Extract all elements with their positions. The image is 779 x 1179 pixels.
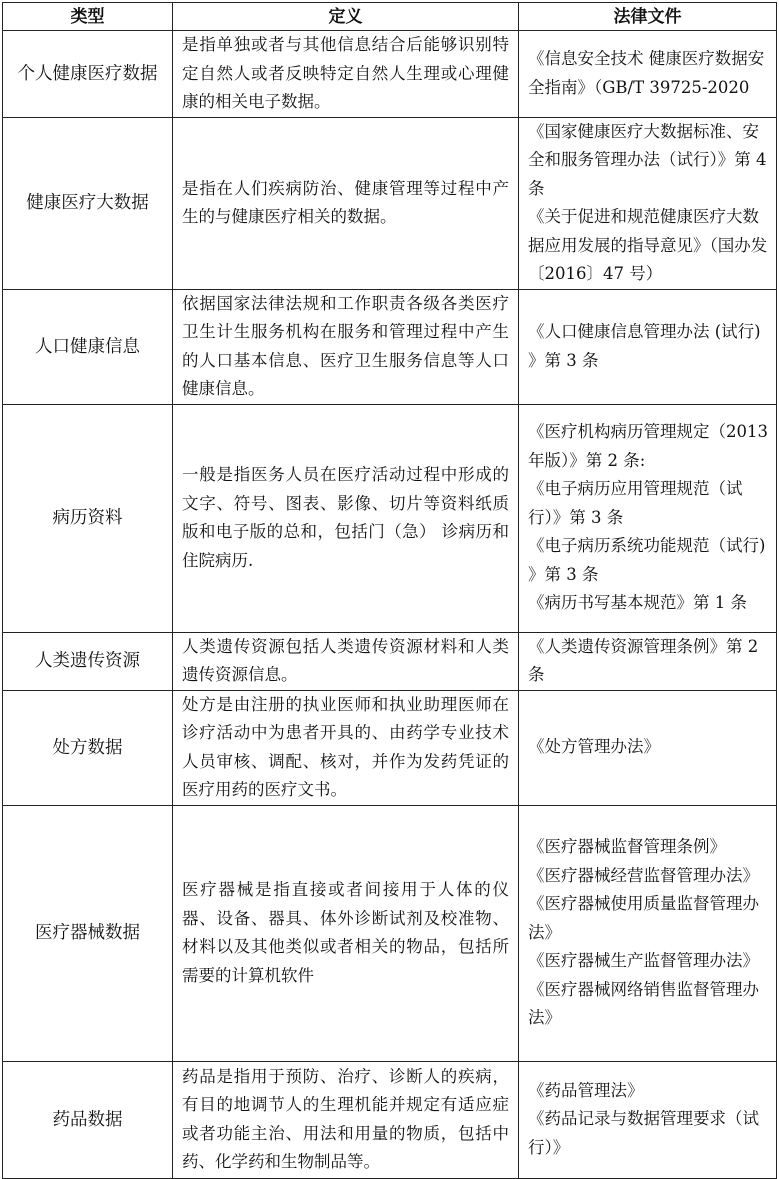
type-cell: 处方数据 [3, 690, 173, 805]
header-row [3, 3, 777, 31]
type-cell: 人口健康信息 [3, 289, 173, 404]
laws-cell [519, 31, 777, 118]
table-row [3, 117, 777, 289]
definition-cell: 是指单独或者与其他信息结合后能够识别特定自然人或者反映特定自然人生理或心理健康的相关电子数据。 [173, 31, 519, 118]
table-row [3, 632, 777, 690]
law-item: 《医疗器械生产监督管理办法》 [528, 951, 759, 971]
law-item: 《人口健康信息管理办法 (试行) 》第 3 条 [528, 322, 761, 370]
law-item: 《电子病历应用管理规范（试行）》第 3 条 [528, 479, 743, 527]
type-cell: 病历资料 [3, 404, 173, 632]
definition-cell: 药品是指用于预防、治疗、诊断人的疾病，有目的地调节人的生理机能并规定有适应症或者功能主治、用法和用量的物质，包括中药、化学药和生物制品等。 [173, 1061, 519, 1178]
definition-cell: 人类遗传资源包括人类遗传资源材料和人类遗传资源信息。 [173, 632, 519, 690]
definition-cell: 是指在人们疾病防治、健康管理等过程中产生的与健康医疗相关的数据。 [173, 117, 519, 289]
definition-cell: 依据国家法律法规和工作职责各级各类医疗卫生计生服务机构在服务和管理过程中产生的人口基本信息、医疗卫生服务信息等人口健康信息。 [173, 289, 519, 404]
laws-cell [519, 404, 777, 632]
definition-cell: 一般是指医务人员在医疗活动过程中形成的文字、符号、图表、影像、切片等资料纸质版和电子版的总和，包括门（急） 诊病历和住院病历. [173, 404, 519, 632]
header-type: 类型 [3, 3, 173, 31]
law-item: 《关于促进和规范健康医疗大数据应用发展的指导意见》（国办发〔2016〕47 号） [528, 207, 768, 283]
header-laws: 法律文件 [519, 3, 777, 31]
law-item: 《医疗器械使用质量监督管理办法》 [528, 894, 759, 942]
type-cell: 医疗器械数据 [3, 805, 173, 1061]
type-cell: 人类遗传资源 [3, 632, 173, 690]
laws-cell [519, 1061, 777, 1178]
law-item: 《医疗机构病历管理规定（2013 年版）》第 2 条: [528, 422, 768, 470]
law-item: 《人类遗传资源管理条例》第 2 条 [528, 636, 759, 684]
law-item: 《信息安全技术 健康医疗数据安全指南》（GB/T 39725-2020 [528, 49, 765, 97]
laws-cell [519, 805, 777, 1061]
table-row [3, 404, 777, 632]
law-item: 《国家健康医疗大数据标准、安全和服务管理办法（试行）》第 4 条 [528, 121, 767, 198]
type-cell: 药品数据 [3, 1061, 173, 1178]
laws-cell [519, 289, 777, 404]
table-row [3, 805, 777, 1061]
table-row [3, 289, 777, 404]
laws-cell [519, 690, 777, 805]
law-item: 《处方管理办法》 [528, 737, 660, 757]
table-row [3, 690, 777, 805]
table-row [3, 1061, 777, 1178]
law-item: 《医疗器械监督管理条例》 [528, 837, 726, 857]
laws-cell [519, 632, 777, 690]
regulation-table [2, 2, 777, 1179]
table-row [3, 31, 777, 118]
law-item: 《电子病历系统功能规范（试行) 》第 3 条 [528, 536, 766, 584]
law-item: 《药品管理法》 [528, 1080, 644, 1100]
law-item: 《病历书写基本规范》第 1 条 [528, 593, 747, 613]
laws-cell [519, 117, 777, 289]
definition-cell: 医疗器械是指直接或者间接用于人体的仪器、设备、器具、体外诊断试剂及校准物、材料以及其他类似或者相关的物品，包括所需要的计算机软件 [173, 805, 519, 1061]
law-item: 《药品记录与数据管理要求（试行）》 [528, 1109, 759, 1157]
type-cell: 个人健康医疗数据 [3, 31, 173, 118]
law-item: 《医疗器械网络销售监督管理办法》 [528, 979, 759, 1028]
definition-cell: 处方是由注册的执业医师和执业助理医师在诊疗活动中为患者开具的、由药学专业技术人员审核、调配、核对，并作为发药凭证的医疗用药的医疗文书。 [173, 690, 519, 805]
type-cell: 健康医疗大数据 [3, 117, 173, 289]
header-definition: 定义 [173, 3, 519, 31]
law-item: 《医疗器械经营监督管理办法》 [528, 865, 759, 885]
